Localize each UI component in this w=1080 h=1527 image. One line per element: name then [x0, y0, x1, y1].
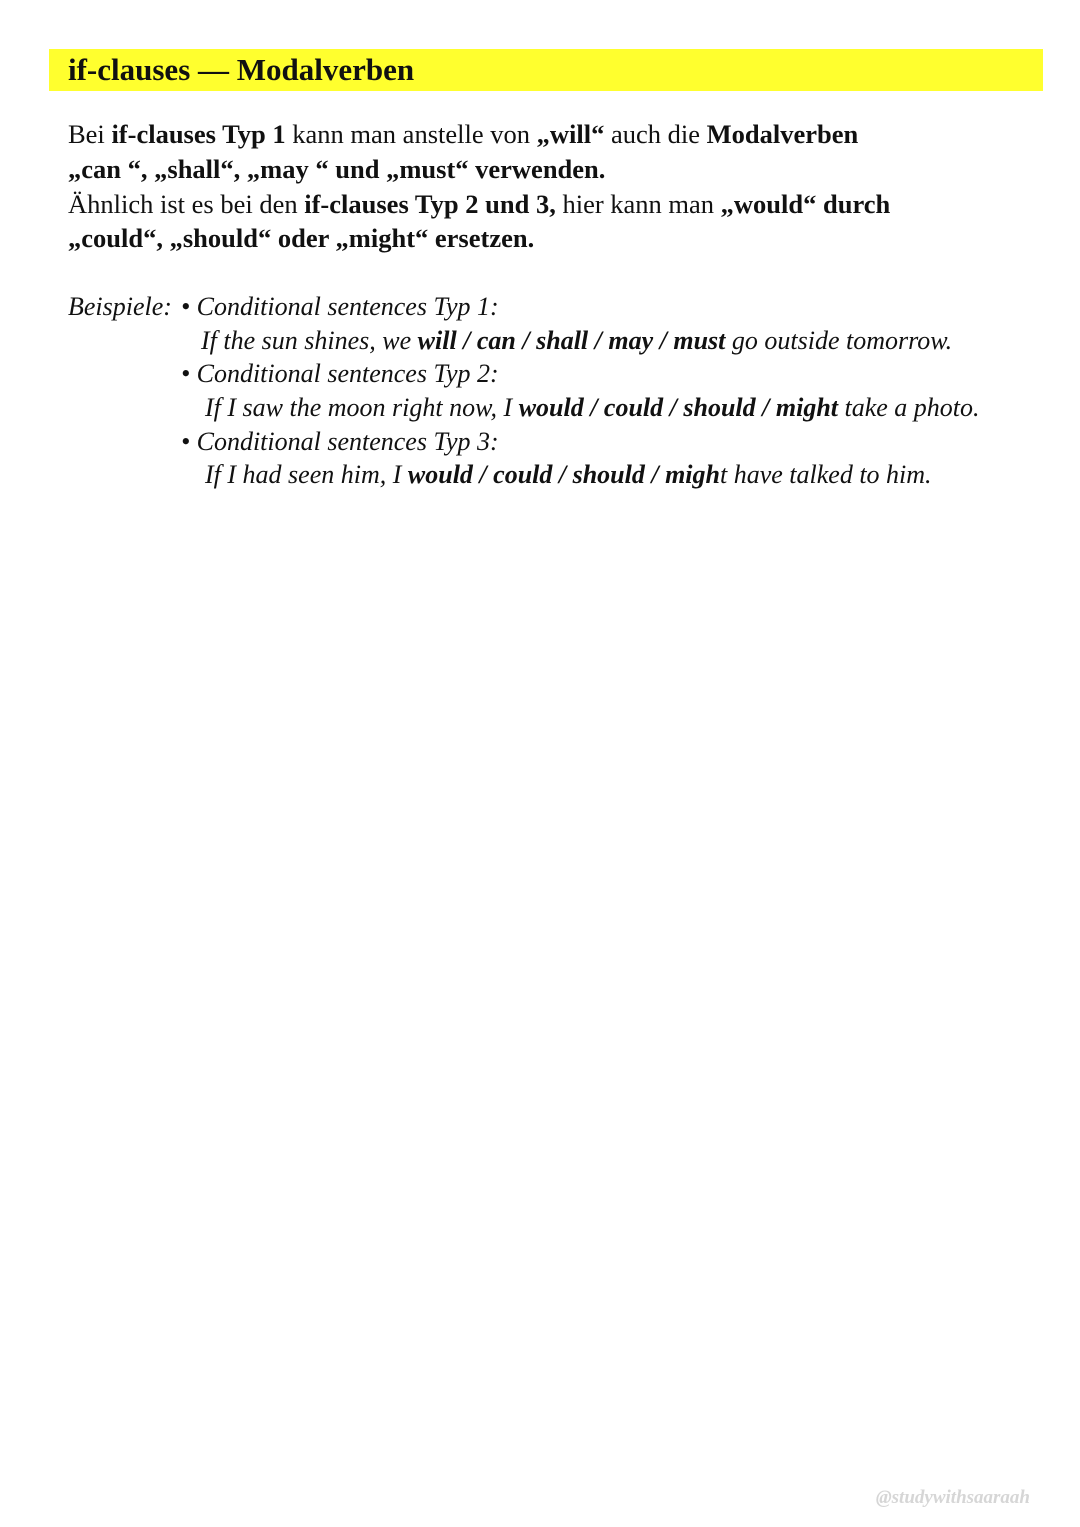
text-segment: If the sun shines, we — [201, 326, 418, 355]
example-heading: • Conditional sentences Typ 3: — [181, 427, 499, 456]
watermark: @studywithsaaraah — [875, 1487, 1030, 1508]
bold-text: will / can / shall / may / must — [417, 326, 726, 355]
example-sentence — [205, 391, 980, 425]
text-segment: auch die — [604, 119, 707, 149]
text-segment: t have talked to him. — [720, 460, 932, 489]
bold-text: would / could / should / might — [518, 393, 838, 422]
intro-line — [68, 187, 1058, 222]
example-heading: • Conditional sentences Typ 2: — [181, 359, 499, 388]
page-title: if-clauses — Modalverben — [68, 52, 415, 87]
bold-text: if-clauses Typ 1 — [111, 119, 286, 149]
text-segment: If I saw the moon right now, I — [205, 393, 519, 422]
intro-line — [68, 117, 1058, 152]
text-segment: hier kann man — [555, 188, 721, 219]
examples-label: Beispiele: — [68, 292, 172, 321]
text-segment: If I had seen him, I — [205, 460, 408, 489]
intro-paragraph — [68, 117, 1058, 256]
example-sentence — [205, 458, 932, 492]
text-segment: kann man anstelle von — [285, 119, 537, 149]
bold-text: „could“, „should“ oder „might“ ersetzen. — [68, 223, 535, 254]
bold-text: would / could / should / migh — [407, 460, 720, 489]
bold-text: „would“ durch — [720, 188, 891, 219]
bold-text: „can “, „shall“, „may “ und „must“ verwenden. — [68, 153, 606, 184]
text-segment: Bei — [68, 119, 112, 149]
bold-text: „will“ — [536, 119, 605, 149]
bold-text: Modalverben — [706, 119, 859, 149]
text-segment: go outside tomorrow. — [725, 326, 953, 355]
text-segment: take a photo. — [838, 393, 980, 422]
example-sentence — [201, 324, 952, 358]
intro-line — [68, 221, 1058, 256]
text-segment: Ähnlich ist es bei den — [68, 188, 305, 219]
example-heading: • Conditional sentences Typ 1: — [181, 292, 499, 321]
bold-text: if-clauses Typ 2 und 3, — [304, 188, 556, 219]
intro-line — [68, 152, 1058, 187]
